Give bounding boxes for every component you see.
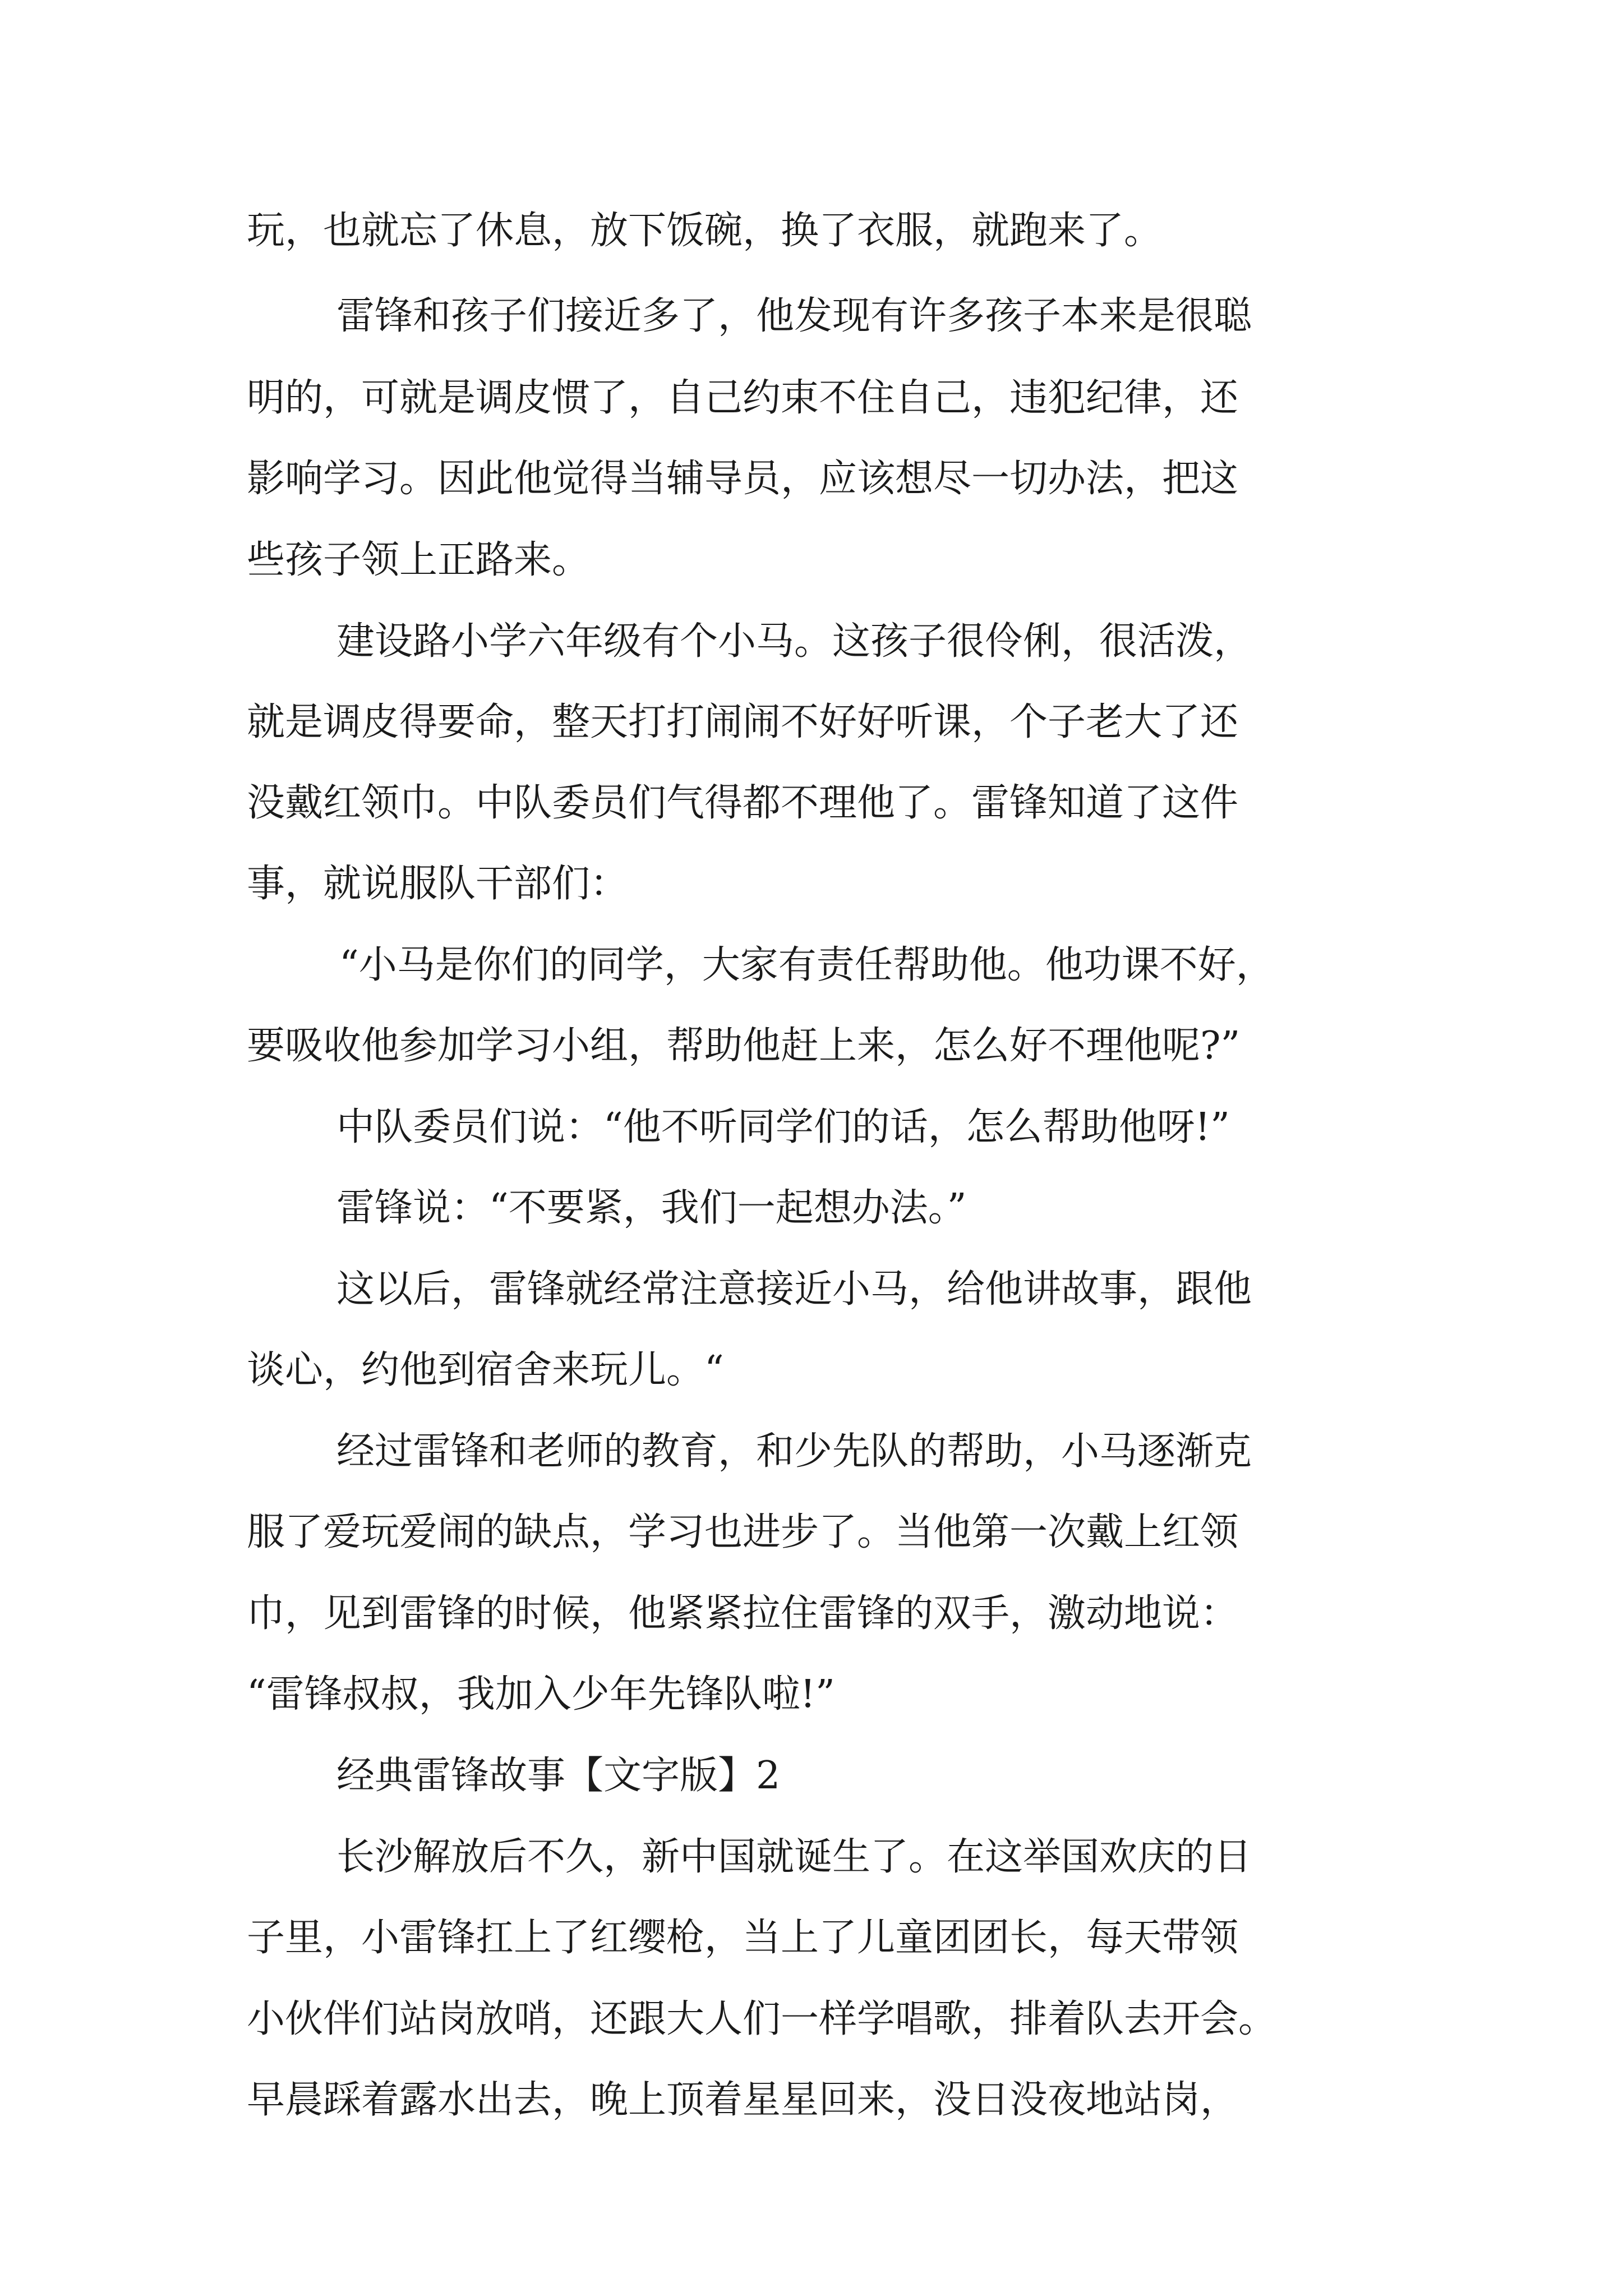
text-line: 巾，见到雷锋的时候，他紧紧拉住雷锋的双手，激动地说： — [247, 1591, 1239, 1636]
text-line: 事，就说服队干部们： — [247, 862, 629, 906]
text-line: 子里，小雷锋扛上了红缨枪，当上了儿童团团长，每天带领 — [247, 1916, 1239, 1960]
paragraph-start-line: “小马是你们的同学，大家有责任帮助他。他功课不好， — [339, 943, 1274, 987]
text-line: 明的，可就是调皮惯了，自己约束不住自己，违犯纪律，还 — [247, 376, 1239, 420]
paragraph-start-line: 经过雷锋和老师的教育，和少先队的帮助，小马逐渐克 — [336, 1429, 1252, 1474]
text-line: “雷锋叔叔，我加入少年先锋队啦!” — [247, 1672, 835, 1717]
text-line: 影响学习。因此他觉得当辅导员，应该想尽一切办法，把这 — [247, 457, 1239, 501]
paragraph-start-line: 建设路小学六年级有个小马。这孩子很伶俐，很活泼， — [336, 619, 1252, 664]
paragraph-start-line: 这以后，雷锋就经常注意接近小马，给他讲故事，跟他 — [336, 1267, 1252, 1312]
paragraph-start-line: 长沙解放后不久，新中国就诞生了。在这举国欢庆的日 — [336, 1835, 1252, 1879]
section-heading: 经典雷锋故事【文字版】2 — [336, 1754, 781, 1798]
text-line: 早晨踩着露水出去，晚上顶着星星回来，没日没夜地站岗， — [247, 2078, 1239, 2122]
text-line: 谈心，约他到宿舍来玩儿。“ — [247, 1348, 724, 1392]
paragraph-start-line: 雷锋和孩子们接近多了，他发现有许多孩子本来是很聪 — [336, 294, 1252, 338]
text-line: 玩，也就忘了休息，放下饭碗，换了衣服，就跑来了。 — [247, 209, 1163, 253]
text-line: 就是调皮得要命，整天打打闹闹不好好听课，个子老大了还 — [247, 700, 1239, 744]
paragraph-start-line: 雷锋说：“不要紧，我们一起想办法。” — [336, 1186, 967, 1230]
text-line: 小伙伴们站岗放哨，还跟大人们一样学唱歌，排着队去开会。 — [247, 1997, 1277, 2041]
text-line: 些孩子领上正路来。 — [247, 538, 591, 582]
text-line: 要吸收他参加学习小组，帮助他赶上来，怎么好不理他呢?” — [247, 1024, 1241, 1068]
text-line: 没戴红领巾。中队委员们气得都不理他了。雷锋知道了这件 — [247, 781, 1239, 825]
text-line: 服了爱玩爱闹的缺点，学习也进步了。当他第一次戴上红领 — [247, 1510, 1239, 1554]
paragraph-start-line: 中队委员们说：“他不听同学们的话，怎么帮助他呀!” — [336, 1105, 1230, 1149]
